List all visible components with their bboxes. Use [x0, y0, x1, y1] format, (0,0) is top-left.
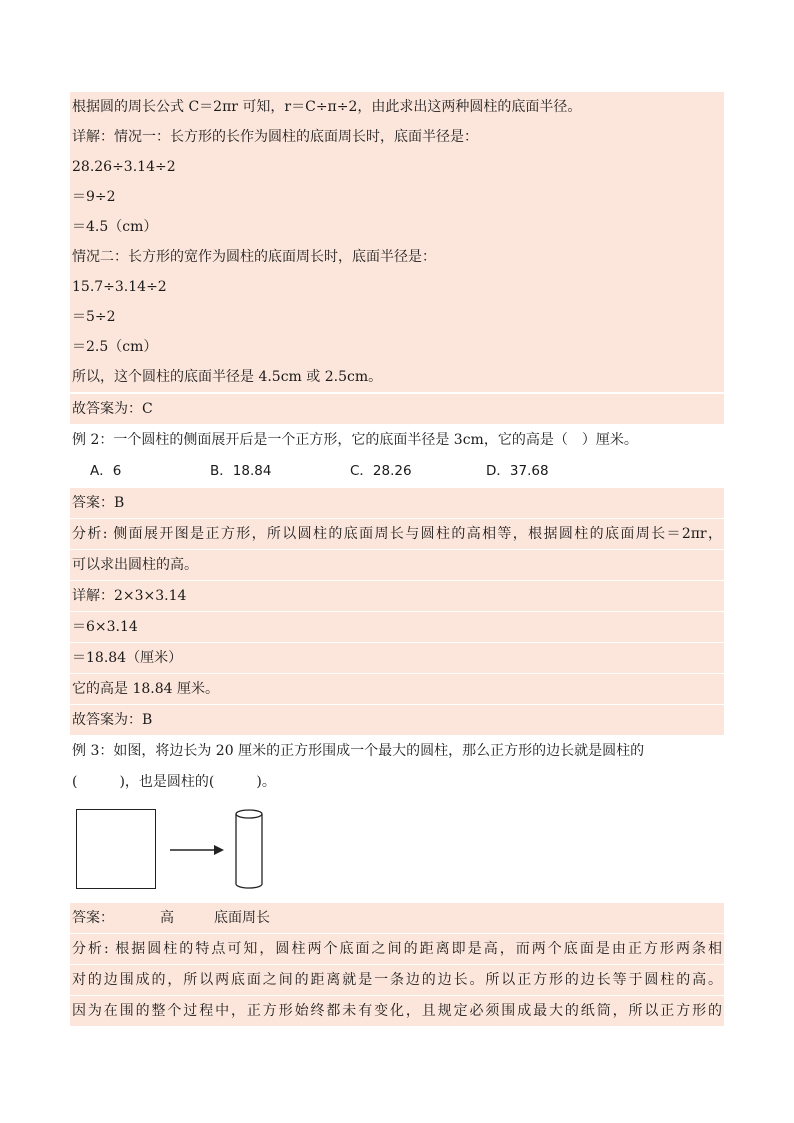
cylinder-top [236, 810, 262, 818]
text-line: ＝2.5（cm） [70, 332, 724, 362]
text-line: ＝5÷2 [70, 302, 724, 332]
answer-3-line [70, 903, 724, 933]
text-line: 可以求出圆柱的高。 [70, 550, 724, 580]
text-line: ＝18.84（厘米） [70, 643, 724, 673]
option-c: C．28.26 [350, 463, 412, 479]
square-figure [76, 809, 156, 889]
text-line: ＝9÷2 [70, 182, 724, 212]
text-line: 故答案为：B [70, 705, 724, 735]
question-3-line-2: ( )，也是圆柱的( )。 [72, 774, 276, 790]
text-line: 根据圆的周长公式 C＝2πr 可知，r＝C÷π÷2，由此求出这两种圆柱的底面半径。 [70, 92, 724, 122]
answer-label: 答案： [72, 910, 114, 926]
text-line: 详解：情况一：长方形的长作为圆柱的底面周长时，底面半径是： [70, 122, 724, 152]
text-line: 对的边围成的，所以两底面之间的距离就是一条边的边长。所以正方形的边长等于圆柱的高。 [70, 965, 724, 995]
text-line: 分析: 根据圆柱的特点可知，圆柱两个底面之间的距离即是高，而两个底面是由正方形两条相 [70, 934, 724, 964]
answer-height: 高 [160, 910, 174, 926]
text-line: 故答案为：C [70, 394, 724, 424]
text-line: 28.26÷3.14÷2 [70, 152, 724, 182]
option-d: D．37.68 [486, 463, 549, 479]
text-line: 因为在围的整个过程中，正方形始终都未有变化，且规定必须围成最大的纸筒，所以正方形的 [70, 996, 724, 1026]
text-line: ＝6×3.14 [70, 612, 724, 642]
cylinder-bottom [236, 884, 262, 888]
text-line: 所以，这个圆柱的底面半径是 4.5cm 或 2.5cm。 [70, 362, 724, 392]
text-line: 详解：2×3×3.14 [70, 581, 724, 611]
option-a: A．6 [90, 463, 122, 479]
text-line: ＝4.5（cm） [70, 212, 724, 242]
question-2: 例 2：一个圆柱的侧面展开后是一个正方形，它的底面半径是 3cm，它的高是（ ）厘米。 [72, 432, 638, 448]
arrow-head-icon [214, 845, 224, 855]
text-line: 情况二：长方形的宽作为圆柱的底面周长时，底面半径是： [70, 242, 724, 272]
figure-arrow-cylinder [160, 800, 270, 896]
options-row [70, 456, 724, 486]
text-line: 15.7÷3.14÷2 [70, 272, 724, 302]
answer-circumference: 底面周长 [214, 910, 270, 926]
question-3: 例 3：如图，将边长为 20 厘米的正方形围成一个最大的圆柱，那么正方形的边长就是圆柱的 [72, 743, 645, 759]
text-line: 分析: 侧面展开图是正方形，所以圆柱的底面周长与圆柱的高相等，根据圆柱的底面周长＝2πr， [70, 519, 724, 549]
option-b: B．18.84 [210, 463, 272, 479]
text-line: 它的高是 18.84 厘米。 [70, 674, 724, 704]
text-line: 答案：B [70, 488, 724, 518]
